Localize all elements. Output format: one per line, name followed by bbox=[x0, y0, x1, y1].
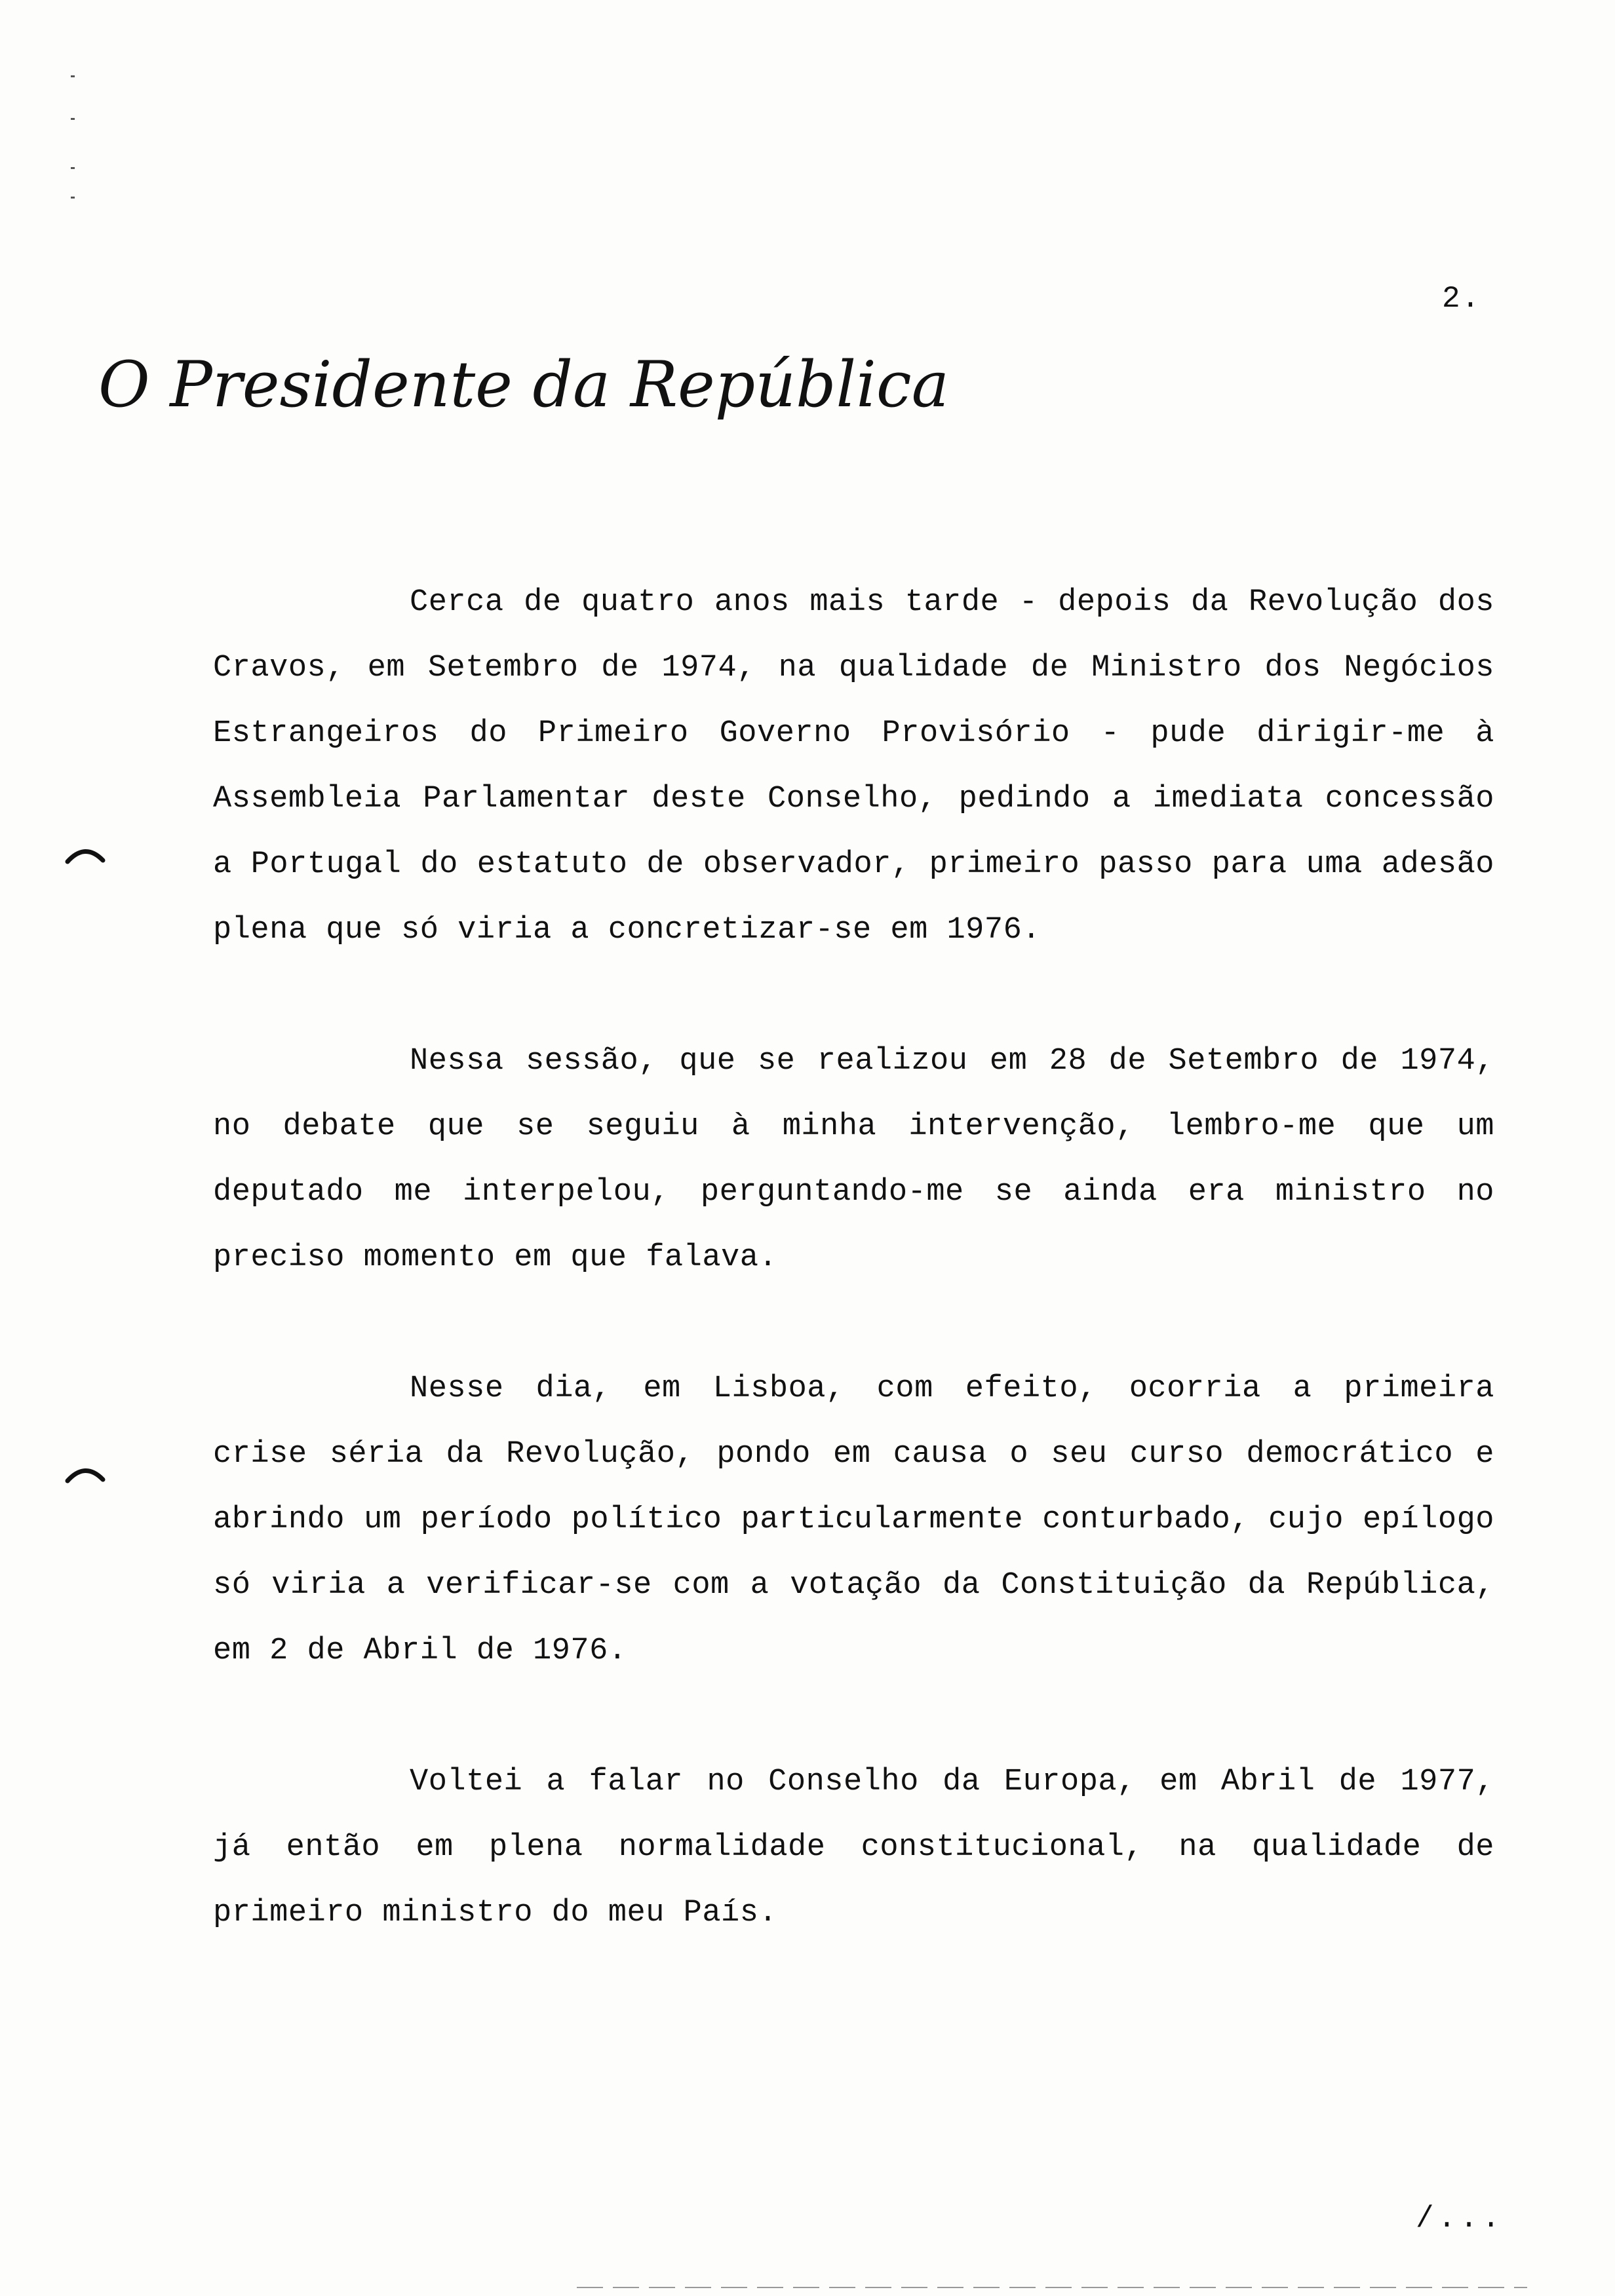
letterhead-signature bbox=[98, 341, 949, 432]
punch-hole-mark bbox=[62, 842, 108, 868]
page-number: 2. bbox=[1442, 282, 1481, 316]
margin-mark bbox=[71, 118, 75, 120]
paragraph: Nessa sessão, que se realizou em 28 de Setembro de 1974, no debate que se seguiu à minha intervenção, lembro-me que um deputado me interpelou, perguntando-me se ainda era ministro no preciso momento em que falava. bbox=[213, 1044, 1494, 1275]
margin-mark bbox=[71, 167, 75, 169]
margin-mark bbox=[71, 75, 75, 77]
paragraph: Cerca de quatro anos mais tarde - depois da Revolução dos Cravos, em Setembro de 1974, na qualidade de Ministro dos Negócios Estrangeiros do Primeiro Governo Provisório - pude dirigir-me à Assembleia Parlamentar deste Conselho, pedindo a imediata concessão a Portugal do estatuto de observador, primeiro passo para uma adesão plena que só viria a concretizar-se em 1976. bbox=[213, 585, 1494, 947]
margin-mark bbox=[71, 197, 75, 199]
letterhead-text: O Presidente da República bbox=[98, 348, 949, 421]
continuation-mark: /... bbox=[1416, 2202, 1504, 2236]
letter-body bbox=[213, 570, 1494, 2012]
letterhead-script-icon bbox=[98, 341, 949, 432]
paragraph: Nesse dia, em Lisboa, com efeito, ocorria a primeira crise séria da Revolução, pondo em causa o seu curso democrático e abrindo um período político particularmente conturbado, cujo epílogo só viria a verificar-se com a votação da Constituição da República, em 2 de Abril de 1976. bbox=[213, 1371, 1494, 1668]
punch-hole-mark bbox=[62, 1461, 108, 1487]
paragraph: Voltei a falar no Conselho da Europa, em Abril de 1977, já então em plena normalidade constitucional, na qualidade de primeiro ministro do meu País. bbox=[213, 1765, 1494, 1930]
scan-edge-line bbox=[577, 2287, 1527, 2288]
